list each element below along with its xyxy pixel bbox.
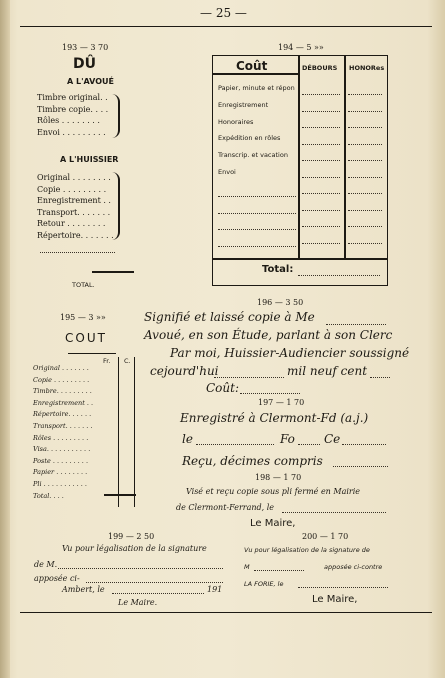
legal-right-dots-1: [254, 570, 304, 571]
cout-item: Total. . . .: [33, 491, 64, 500]
cout-box-dots: [348, 127, 382, 128]
col-fr: Fr.: [103, 357, 111, 365]
cout-box-dots: [348, 210, 382, 211]
cout-box-total-dots: [298, 275, 380, 276]
avoue-item: Timbre original. .: [37, 93, 108, 102]
cout-box-blank-row: [218, 229, 296, 230]
legal-left-dots-3: [112, 593, 204, 594]
huissier-item: Répertoire. . . . . . .: [37, 231, 114, 240]
cout-item: Visa. . . . . . . . . . .: [33, 445, 91, 454]
cout-item: Poste . . . . . . . . .: [33, 456, 89, 465]
bottom-rule: [20, 612, 432, 613]
col-debours: DÉBOURS: [302, 64, 338, 72]
huissier-item: Original . . . . . . . .: [37, 173, 111, 182]
cout-box-dots: [348, 144, 382, 145]
cout-box-dots: [348, 226, 382, 227]
section-193-code: 193 — 3 70: [62, 43, 109, 52]
cout-box-dots: [302, 193, 340, 194]
cout-box-blank-row: [218, 246, 296, 247]
cout-box-dots: [302, 94, 340, 95]
cout-title-rule: [212, 73, 299, 75]
legal-right-maire: Le Maire,: [312, 594, 358, 605]
section-197-code: 197 — 1 70: [258, 398, 305, 407]
enregistre-fo: Fo: [280, 432, 295, 446]
cout-box-dots: [348, 111, 382, 112]
cout-box-dots: [302, 226, 340, 227]
legal-left-dots-1: [58, 568, 223, 569]
signifie-line-4b: mil neuf cent: [287, 364, 368, 378]
enregistre-cc: Ce: [324, 432, 341, 446]
cout-box-blank-row: [218, 213, 296, 214]
cout-box-title: Coût: [236, 59, 268, 73]
section-199-code: 199 — 2 50: [108, 532, 155, 541]
col-divider-2: [344, 55, 346, 258]
cout-item: Transport. . . . . . .: [33, 422, 93, 430]
huissier-heading: A L'HUISSIER: [60, 155, 119, 164]
legal-right-line-1: Vu pour légalisation de la signature de: [244, 546, 370, 554]
legal-left-line-1: Vu pour légalisation de la signature: [62, 544, 207, 553]
avoue-item: Timbre copie. . . .: [37, 104, 109, 114]
cout-box-item: Enregistrement: [218, 100, 269, 109]
cout-box-item: Honoraires: [218, 117, 254, 126]
signifie-dots-4: [214, 377, 284, 378]
legal-left-maire: Le Maire.: [118, 598, 158, 607]
enregistre-dots-recu: [333, 466, 388, 467]
cout-item: Pli . . . . . . . . . . .: [33, 480, 87, 488]
page-number: — 25 —: [200, 6, 247, 20]
avoue-item: Rôles . . . . . . . .: [37, 116, 100, 125]
legal-left-ambert: Ambert, le: [62, 585, 105, 594]
enregistre-le: le: [182, 432, 193, 446]
legal-left-de-m: de M.: [34, 560, 58, 569]
cout-item: Répertoire. . . . . .: [33, 410, 92, 419]
enregistre-dots-le: [196, 444, 274, 445]
legal-left-apposee: apposée ci-: [34, 574, 80, 583]
cout-box-dots: [302, 111, 340, 112]
signifie-line-1: Signifié et laissé copie à Me: [144, 310, 315, 324]
avoue-heading: A L'AVOUÉ: [67, 77, 114, 86]
legal-left-year: 191: [207, 585, 223, 594]
cout-box-item: Expédition en rôles: [218, 134, 281, 143]
cout-box-dots: [348, 94, 382, 95]
section-195-code: 195 — 3 »»: [60, 313, 106, 322]
cout-title: COUT: [65, 331, 107, 345]
cout-total-rule: [212, 258, 388, 260]
col-c: C.: [124, 357, 131, 365]
cout-box-dots: [348, 177, 382, 178]
cout-item: Papier . . . . . . . .: [33, 468, 88, 477]
binding-gutter: [0, 0, 10, 678]
cout-box-dots: [302, 210, 340, 211]
cout-total-rule: [104, 494, 136, 496]
cout-item: Timbre. . . . . . . . .: [33, 387, 92, 396]
cout-box-blank-row: [218, 196, 296, 197]
signifie-dots-1: [326, 324, 386, 325]
enregistre-dots-cc: [342, 444, 386, 445]
enregistre-recu: Reçu, décimes compris: [182, 454, 323, 468]
cout-box-dots: [302, 127, 340, 128]
cout-col-divider-2: [134, 357, 135, 507]
avoue-brace: [112, 94, 120, 138]
cout-box-dots: [348, 243, 382, 244]
cout-item: Original . . . . . . .: [33, 364, 89, 372]
cout-box-item: Transcrip. et vacation: [218, 151, 288, 160]
huissier-item: Retour . . . . . . . .: [37, 219, 106, 229]
legal-right-m: M: [244, 563, 250, 571]
section-194-code: 194 — 5 »»: [278, 43, 324, 52]
signifie-line-2: Avoué, en son Étude, parlant à son Clerc: [144, 328, 393, 342]
section-198-code: 198 — 1 70: [255, 473, 302, 482]
legal-left-dots-2: [86, 582, 223, 583]
col-divider-1: [298, 55, 300, 258]
signifie-dots-4b: [370, 377, 390, 378]
du-title: DÛ: [73, 56, 96, 72]
cout-item: Enregistrement . .: [33, 398, 94, 407]
signifie-dots-5: [240, 393, 300, 394]
section-200-code: 200 — 1 70: [302, 532, 349, 541]
enregistre-line-1: Enregistré à Clermont-Fd (a.j.): [180, 411, 369, 425]
signifie-cout: Coût:: [206, 381, 239, 395]
legal-right-dots-2: [298, 587, 388, 588]
cout-box-dots: [302, 243, 340, 244]
vise-line-2: de Clermont-Ferrand, le: [176, 503, 275, 512]
cout-box-item: Papier, minute et répon: [218, 84, 295, 92]
col-honoraires: HONORes: [349, 64, 385, 72]
cout-item: Rôles . . . . . . . . .: [33, 433, 89, 442]
huissier-brace: [112, 172, 120, 240]
cout-arrow-rule: [68, 353, 116, 354]
vise-maire: Le Maire,: [250, 518, 296, 529]
avoue-item: Envoi . . . . . . . . .: [37, 127, 106, 137]
legal-right-apposee: apposée ci-contre: [324, 563, 383, 571]
vise-line-1: Visé et reçu copie sous pli fermé en Mairie: [186, 487, 361, 496]
huissier-item: Transport. . . . . . .: [37, 207, 111, 217]
vise-dots: [282, 512, 386, 513]
left-total-label: TOTAL.: [72, 281, 95, 289]
enregistre-dots-fo: [298, 444, 320, 445]
top-rule: [20, 26, 432, 27]
cout-box-dots: [348, 160, 382, 161]
cout-item: Copie . . . . . . . . .: [33, 375, 90, 384]
subtotal-dots: [40, 252, 115, 253]
total-rule: [92, 271, 134, 273]
signifie-line-3: Par moi, Huissier-Audiencier soussigné: [170, 346, 410, 360]
cout-box-total: Total:: [262, 264, 294, 275]
cout-box-dots: [302, 177, 340, 178]
section-196-code: 196 — 3 50: [257, 298, 304, 307]
cout-box-dots: [302, 160, 340, 161]
huissier-item: Copie . . . . . . . . .: [37, 184, 107, 194]
cout-box-dots: [302, 144, 340, 145]
legal-right-forie: LA FORIE, le: [244, 580, 284, 588]
cout-col-divider-1: [118, 357, 119, 507]
cout-box-dots: [348, 193, 382, 194]
signifie-line-4a: cejourd'hui: [150, 364, 219, 378]
cout-box-item: Envoi: [218, 168, 236, 176]
huissier-item: Enregistrement . .: [37, 196, 111, 206]
